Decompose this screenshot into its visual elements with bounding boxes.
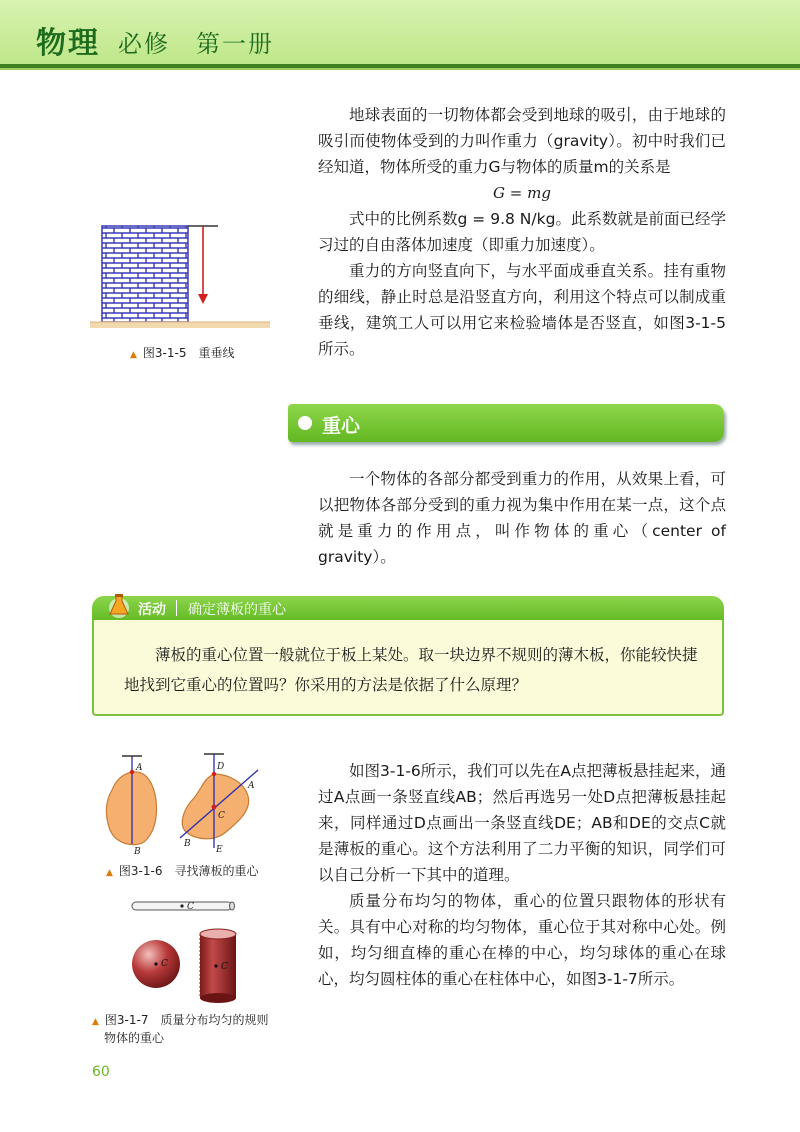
regular-bodies-figure [120,894,250,1006]
fig316-label-b1: B [134,847,141,857]
flask-icon [106,592,132,620]
section-title: 重心 [322,415,361,437]
page-header [0,0,800,64]
cylinder-center-label: C [221,962,228,972]
bullet-icon [298,416,312,430]
method-paragraph-2: 质量分布均匀的物体，重心的位置只跟物体的形状有关。具有中心对称的均匀物体，重心位于其对称中心处。例如，均匀细直棒的重心在棒的中心，均匀球体的重心在球心，均匀圆柱体的重心在柱体中心，如图3-1-7所示。 [318,892,726,988]
fig-3-1-6-caption [106,862,259,879]
fig316-label-c: C [218,811,225,821]
center-of-gravity-definition [318,466,726,570]
fig-3-1-6-caption-text: 图3-1-6 寻找薄板的重心 [118,864,259,878]
activity-text-block [124,640,704,700]
caption-triangle-icon: ▲ [130,350,137,360]
sphere-center-label: C [161,959,168,969]
method-paragraph-1: 如图3-1-6所示，我们可以先在A点把薄板悬挂起来，通过A点画一条竖直线AB；然后再选另一处D点把薄板悬挂起来，同样通过D点画出一条竖直线DE；AB和DE的交点C就是薄板的重心。这个方法利用了二力平衡的知识，同学们可以自己分析一下其中的道理。 [318,762,726,884]
activity-label: 活动 [138,602,166,618]
caption-triangle-icon: ▲ [106,868,113,878]
fig316-label-b2: B [184,839,191,849]
intro-text [318,102,726,362]
suspended-plates-figure [98,752,268,858]
definition-paragraph: 一个物体的各部分都受到重力的作用，从效果上看，可以把物体各部分受到的重力视为集中作用在某一点，这个点就是重力的作用点，叫作物体的重心（center of gravity）。 [318,470,726,566]
fig-3-1-7-caption-line2: 物体的重心 [104,1031,165,1045]
fig316-label-a1: A [136,763,143,773]
fig316-label-d: D [217,762,225,772]
plumb-line-figure [90,218,270,336]
fig316-label-e: E [216,845,223,855]
rod-center-label: C [187,902,194,912]
header-divider-light [0,68,800,70]
intro-paragraph-1: 地球表面的一切物体都会受到地球的吸引，由于地球的吸引而使物体受到的力叫作重力（gravity）。初中时我们已经知道，物体所受的重力G与物体的质量m的关系是 [318,106,726,176]
activity-text: 薄板的重心位置一般就位于板上某处。取一块边界不规则的薄木板，你能较快捷地找到它重心的位置吗？你采用的方法是依据了什么原理？ [124,646,698,694]
activity-topic: 确定薄板的重心 [188,602,286,618]
intro-paragraph-3: 重力的方向竖直向下，与水平面成垂直关系。挂有重物的细线，静止时总是沿竖直方向，利用这个特点可以制成重垂线，建筑工人可以用它来检验墙体是否竖直，如图3-1-5所示。 [318,262,726,358]
gravity-formula: G = mg [493,184,551,202]
section-banner [288,404,724,442]
book-title: 必修 第一册 [118,30,274,58]
fig-3-1-5-caption-text: 图3-1-5 重垂线 [142,346,235,360]
intro-paragraph-2: 式中的比例系数g = 9.8 N/kg。此系数就是前面已经学习过的自由落体加速度（即重力加速度）。 [318,210,726,254]
method-text [318,758,726,992]
activity-separator [176,600,177,616]
caption-triangle-icon: ▲ [92,1017,99,1027]
fig-3-1-5-caption [130,344,235,361]
activity-header [92,596,724,620]
subject-title: 物理 [36,26,100,61]
fig-3-1-7-caption [92,1012,292,1046]
fig316-label-a2: A [248,781,255,791]
page-number: 60 [92,1064,110,1080]
fig-3-1-7-caption-line1: 图3-1-7 质量分布均匀的规则 [104,1013,269,1027]
activity-body [92,620,724,716]
